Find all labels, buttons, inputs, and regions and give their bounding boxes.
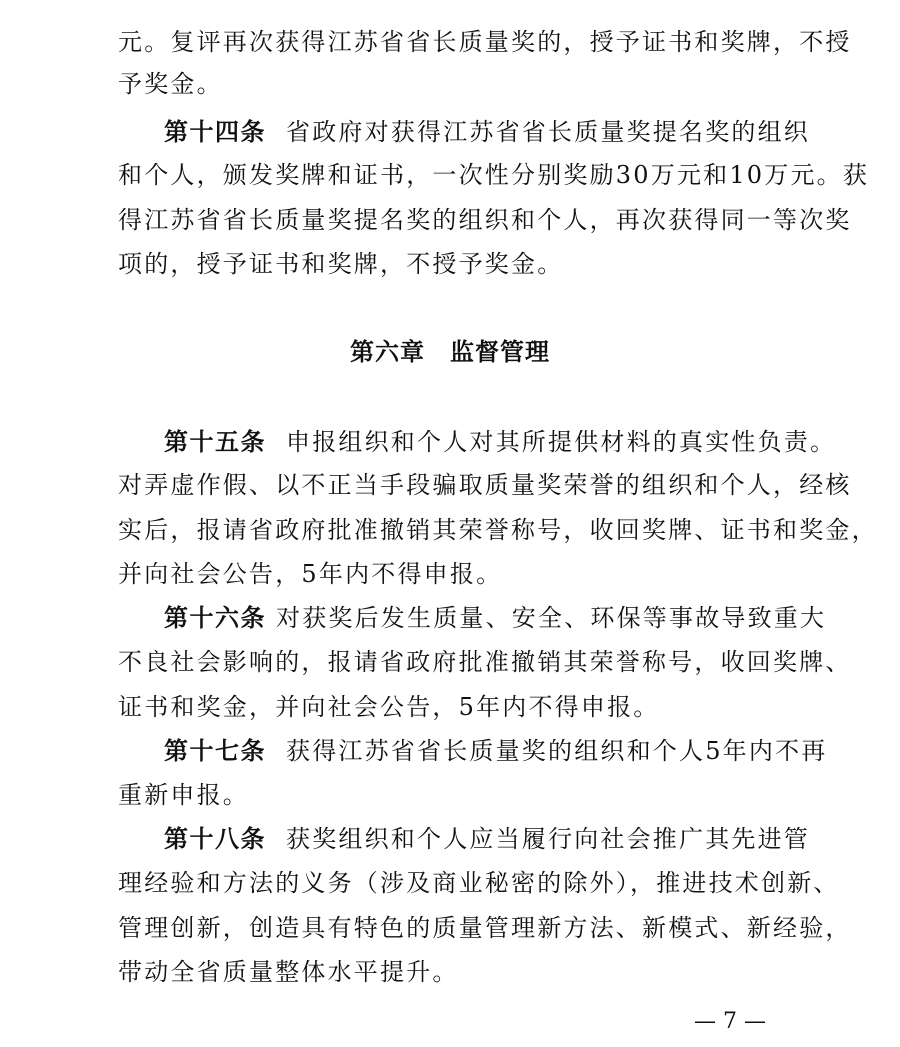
article-17-paragraph bbox=[164, 736, 828, 766]
text-line: 元。复评再次获得江苏省省长质量奖的，授予证书和奖牌，不授 bbox=[118, 28, 852, 56]
text-line: 带动全省质量整体水平提升。 bbox=[118, 958, 459, 986]
text-line: 管理创新，创造具有特色的质量管理新方法、新模式、新经验， bbox=[118, 914, 852, 942]
text-line: 不良社会影响的，报请省政府批准撤销其荣誉称号，收回奖牌、 bbox=[118, 648, 852, 676]
article-16-paragraph bbox=[164, 603, 827, 633]
article-15-label: 第十五条 bbox=[164, 428, 266, 456]
text-line: 重新申报。 bbox=[118, 781, 249, 809]
text-line: 对获奖后发生质量、安全、环保等事故导致重大 bbox=[276, 604, 827, 632]
text-line: 并向社会公告，5年内不得申报。 bbox=[118, 560, 503, 588]
text-line: 获得江苏省省长质量奖的组织和个人5年内不再 bbox=[286, 737, 828, 765]
text-line: 项的，授予证书和奖牌，不授予奖金。 bbox=[118, 250, 564, 278]
article-14-label: 第十四条 bbox=[164, 118, 266, 146]
text-line: 予奖金。 bbox=[118, 70, 223, 98]
article-18-label: 第十八条 bbox=[164, 825, 266, 853]
page-number: — 7 — bbox=[694, 1009, 766, 1034]
article-17-label: 第十七条 bbox=[164, 737, 266, 765]
article-14-paragraph bbox=[164, 117, 810, 147]
article-15-paragraph bbox=[164, 427, 837, 457]
text-line: 实后，报请省政府批准撤销其荣誉称号，收回奖牌、证书和奖金， bbox=[118, 516, 878, 544]
text-line: 证书和奖金，并向社会公告，5年内不得申报。 bbox=[118, 693, 660, 721]
article-18-paragraph bbox=[164, 824, 810, 854]
text-line: 得江苏省省长质量奖提名奖的组织和个人，再次获得同一等次奖 bbox=[118, 206, 852, 234]
article-16-label: 第十六条 bbox=[164, 604, 266, 632]
text-line: 省政府对获得江苏省省长质量奖提名奖的组织 bbox=[286, 118, 810, 146]
text-line: 和个人，颁发奖牌和证书，一次性分别奖励30万元和10万元。获 bbox=[118, 161, 870, 189]
text-line: 理经验和方法的义务（涉及商业秘密的除外），推进技术创新、 bbox=[118, 869, 840, 897]
text-line: 获奖组织和个人应当履行向社会推广其先进管 bbox=[286, 825, 810, 853]
chapter-heading: 第六章 监督管理 bbox=[350, 338, 550, 366]
text-line: 对弄虚作假、以不正当手段骗取质量奖荣誉的组织和个人，经核 bbox=[118, 471, 852, 499]
text-line: 申报组织和个人对其所提供材料的真实性负责。 bbox=[286, 428, 837, 456]
